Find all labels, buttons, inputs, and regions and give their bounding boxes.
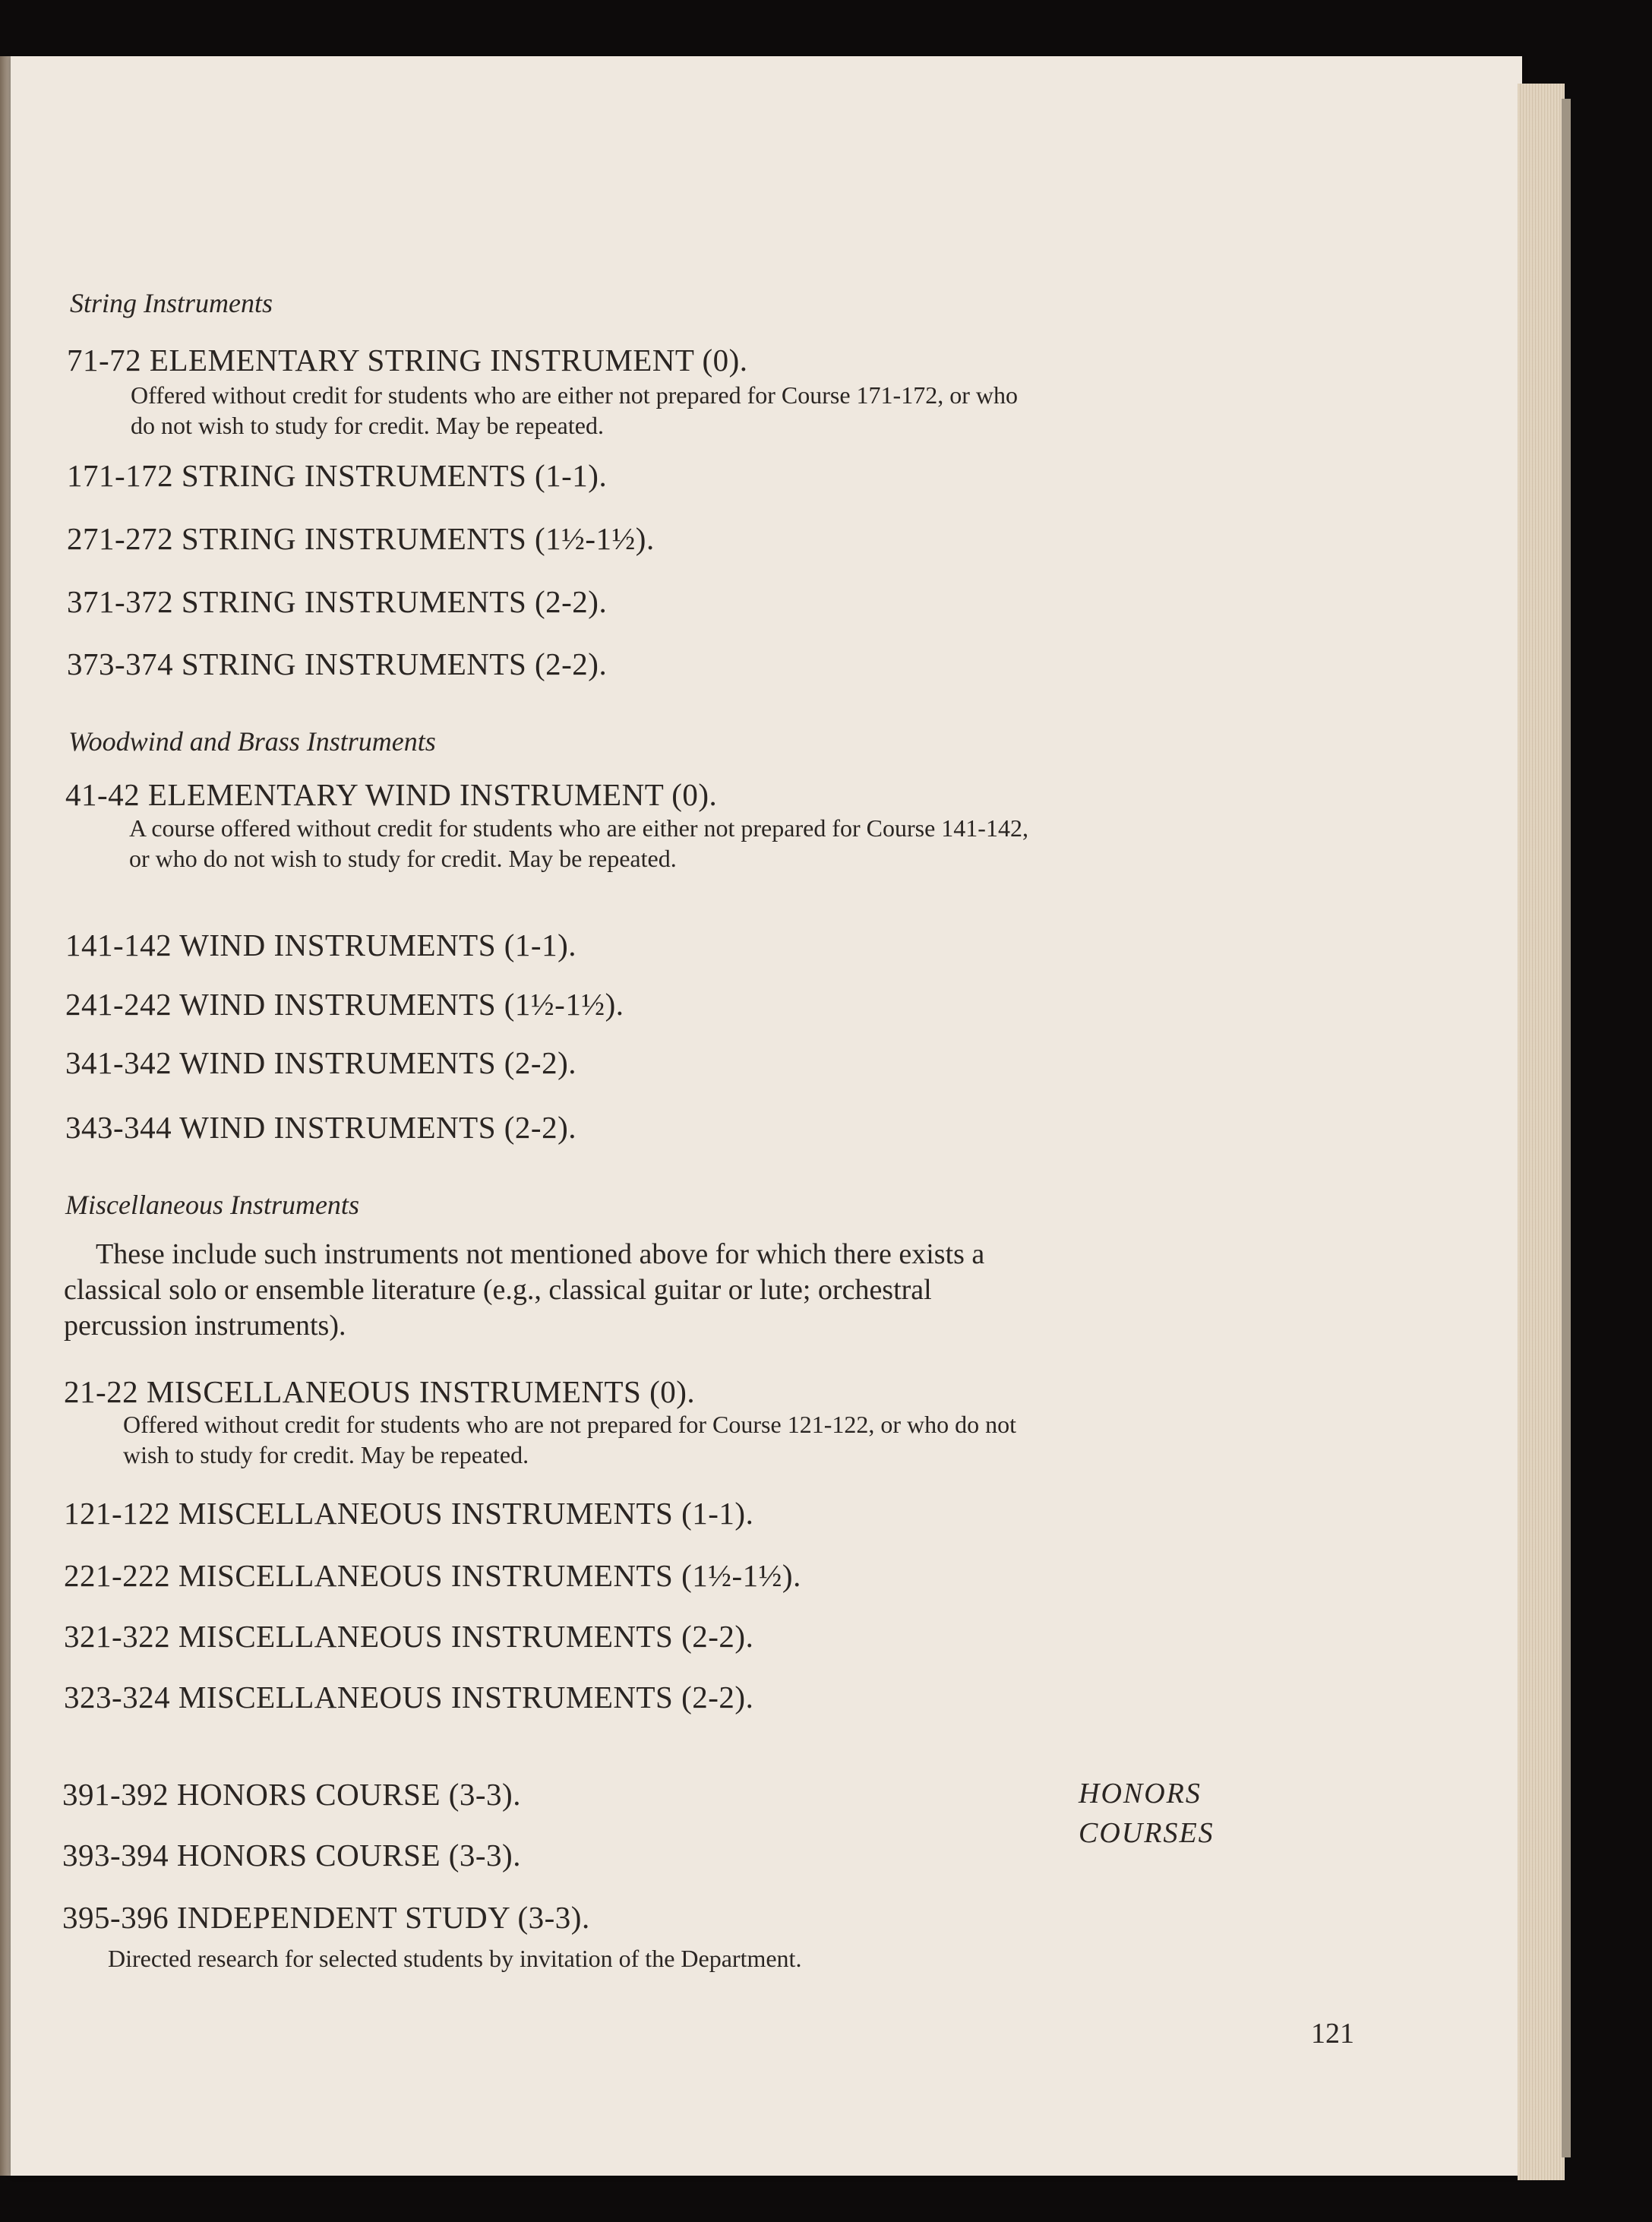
course-321-322	[64, 1618, 753, 1655]
course-code: 395-396	[62, 1900, 169, 1935]
course-credits: (1-1).	[681, 1496, 754, 1531]
course-name: INDEPENDENT STUDY	[176, 1900, 510, 1935]
course-271-272	[67, 520, 655, 557]
course-code: 343-344	[65, 1110, 172, 1145]
course-393-394	[62, 1837, 521, 1873]
course-name: WIND INSTRUMENTS	[179, 987, 497, 1022]
page-number: 121	[1311, 2018, 1354, 2050]
course-name: MISCELLANEOUS INSTRUMENTS	[178, 1496, 674, 1531]
course-credits: (2-2).	[535, 584, 608, 619]
course-credits: (1-1).	[504, 928, 576, 962]
course-description: Offered without credit for students who are either not prepared for Course 171-172, or who do not wish to study for credit. May be repeated.	[131, 381, 1018, 439]
margin-heading-line: HONORS	[1079, 1778, 1202, 1810]
course-371-372	[67, 583, 607, 620]
course-credits: (2-2).	[504, 1110, 576, 1145]
course-code: 271-272	[67, 521, 174, 556]
section-title-misc: Miscellaneous Instruments	[65, 1190, 359, 1220]
course-credits: (3-3).	[517, 1900, 590, 1935]
course-21-22	[64, 1373, 695, 1410]
course-credits: (1½-1½).	[504, 987, 624, 1022]
course-code: 341-342	[65, 1045, 172, 1080]
course-code: 391-392	[62, 1777, 169, 1812]
page-stack-edge	[1518, 84, 1565, 2180]
course-71-72	[67, 342, 748, 378]
course-code: 323-324	[64, 1680, 171, 1715]
course-code: 41-42	[65, 777, 141, 812]
course-credits: (2-2).	[681, 1680, 754, 1715]
course-343-344	[65, 1109, 576, 1146]
course-name: STRING INSTRUMENTS	[181, 646, 527, 681]
course-name: STRING INSTRUMENTS	[181, 458, 527, 493]
section-title-string: String Instruments	[70, 288, 273, 318]
course-credits: (1½-1½).	[535, 521, 655, 556]
course-credits: (1½-1½).	[681, 1558, 801, 1593]
course-credits: (0).	[649, 1374, 696, 1409]
course-221-222	[64, 1557, 801, 1594]
course-code: 371-372	[67, 584, 174, 619]
course-name: WIND INSTRUMENTS	[179, 928, 497, 962]
course-code: 221-222	[64, 1558, 171, 1593]
course-description: Directed research for selected students by invitation of the Department.	[108, 1945, 802, 1972]
course-name: HONORS COURSE	[176, 1838, 441, 1873]
course-credits: (2-2).	[681, 1619, 754, 1654]
course-credits: (2-2).	[504, 1045, 576, 1080]
course-code: 21-22	[64, 1374, 139, 1409]
course-code: 321-322	[64, 1619, 171, 1654]
course-credits: (0).	[671, 777, 718, 812]
course-credits: (2-2).	[535, 646, 608, 681]
course-name: WIND INSTRUMENTS	[179, 1045, 497, 1080]
course-323-324	[64, 1679, 753, 1715]
course-code: 121-122	[64, 1496, 171, 1531]
course-credits: (0).	[702, 343, 748, 378]
course-name: ELEMENTARY STRING INSTRUMENT	[149, 343, 694, 378]
course-name: ELEMENTARY WIND INSTRUMENT	[147, 777, 664, 812]
course-credits: (3-3).	[448, 1838, 521, 1873]
course-code: 373-374	[67, 646, 174, 681]
section-intro: These include such instruments not mentioned above for which there exists a classical solo or ensemble literature (e.g., classical guitar or lute; orchestral percussion instruments).	[64, 1238, 985, 1342]
course-name: STRING INSTRUMENTS	[181, 584, 527, 619]
section-title-wind: Woodwind and Brass Instruments	[68, 726, 436, 757]
course-code: 71-72	[67, 343, 142, 378]
course-391-392	[62, 1776, 521, 1813]
course-code: 393-394	[62, 1838, 169, 1873]
course-395-396	[62, 1899, 590, 1936]
course-name: STRING INSTRUMENTS	[181, 521, 527, 556]
course-241-242	[65, 986, 624, 1022]
course-description: Offered without credit for students who are not prepared for Course 121-122, or who do not wish to study for credit. May be repeated.	[123, 1411, 1016, 1468]
course-description: A course offered without credit for students who are either not prepared for Course 141-142, or who do not wish to study for credit. May be repeated.	[129, 814, 1028, 872]
course-41-42	[65, 776, 717, 813]
course-121-122	[64, 1495, 753, 1531]
course-name: MISCELLANEOUS INSTRUMENTS	[178, 1619, 674, 1654]
course-name: MISCELLANEOUS INSTRUMENTS	[146, 1374, 642, 1409]
course-name: MISCELLANEOUS INSTRUMENTS	[178, 1680, 674, 1715]
margin-heading-line: COURSES	[1079, 1817, 1215, 1849]
course-341-342	[65, 1045, 576, 1081]
course-code: 241-242	[65, 987, 172, 1022]
course-373-374	[67, 646, 607, 682]
course-code: 141-142	[65, 928, 172, 962]
course-171-172	[67, 457, 607, 494]
course-name: MISCELLANEOUS INSTRUMENTS	[178, 1558, 674, 1593]
course-code: 171-172	[67, 458, 174, 493]
course-credits: (1-1).	[535, 458, 608, 493]
course-credits: (3-3).	[448, 1777, 521, 1812]
page-stack-shadow	[1562, 99, 1571, 2157]
course-name: WIND INSTRUMENTS	[179, 1110, 497, 1145]
course-141-142	[65, 927, 576, 963]
course-name: HONORS COURSE	[176, 1777, 441, 1812]
margin-heading-honors	[1079, 1774, 1215, 1853]
